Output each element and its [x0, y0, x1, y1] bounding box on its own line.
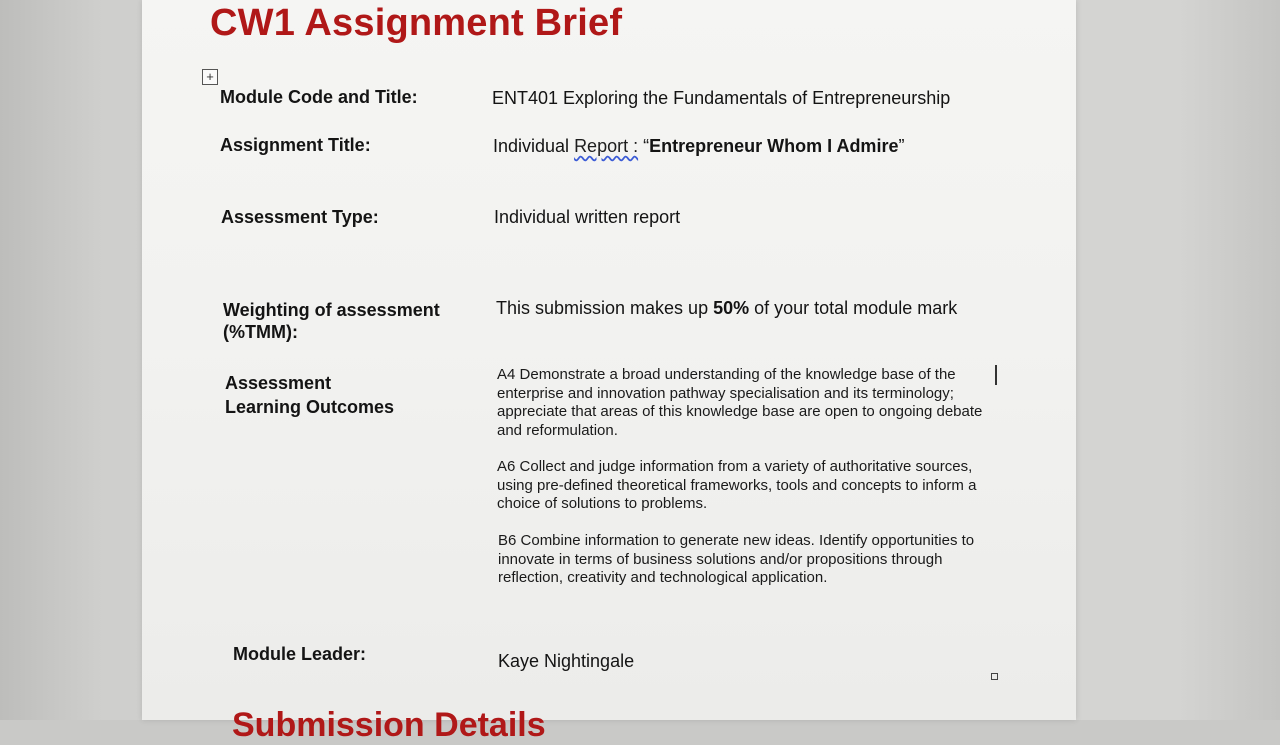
- submission-details-heading: Submission Details: [232, 706, 546, 744]
- weighting-prefix: This submission makes up: [496, 298, 714, 318]
- assignment-title-bold: Entrepreneur Whom I Admire: [649, 136, 899, 156]
- assessment-type-value: Individual written report: [494, 207, 681, 227]
- learning-outcomes-label-line1: Assessment: [225, 373, 332, 393]
- learning-outcome-a6: A6 Collect and judge information from a variety of authoritative sources, using pre-defined theoretical frameworks, tools and concepts to inform a choice of solutions to problems.: [497, 458, 977, 512]
- learning-outcomes-label: [225, 371, 394, 419]
- document-page[interactable]: [142, 0, 1076, 744]
- weighting-label-line2: (%TMM):: [223, 322, 298, 342]
- assignment-title-value: [493, 135, 904, 157]
- learning-outcome-b6: B6 Combine information to generate new ideas. Identify opportunities to innovate in terms of business solutions and/or propositions through reflection, creativity and technological application.: [498, 532, 975, 586]
- learning-outcomes-label-line2: Learning Outcomes: [225, 397, 395, 417]
- document-title: CW1 Assignment Brief: [210, 2, 623, 44]
- weighting-value: [496, 297, 957, 319]
- assessment-type-label: Assessment Type:: [221, 207, 379, 227]
- weighting-suffix: of your total module mark: [749, 298, 958, 318]
- module-code-label: Module Code and Title:: [220, 87, 418, 107]
- text-cursor: [995, 365, 997, 385]
- weighting-label: [223, 299, 440, 343]
- weighting-percent: 50%: [713, 298, 750, 318]
- module-code-value: ENT401 Exploring the Fundamentals of Entrepreneurship: [492, 88, 951, 108]
- end-of-cell-mark: [991, 673, 998, 680]
- table-move-handle-icon[interactable]: +: [202, 69, 218, 85]
- assignment-title-report-link[interactable]: Report :: [574, 136, 639, 156]
- weighting-label-line1: Weighting of assessment: [223, 300, 440, 320]
- assignment-title-label: Assignment Title:: [220, 135, 371, 155]
- module-leader-label: Module Leader:: [233, 644, 367, 664]
- assignment-title-quote-open: “: [638, 136, 650, 156]
- module-leader-value: Kaye Nightingale: [498, 651, 635, 671]
- learning-outcome-a4: A4 Demonstrate a broad understanding of the knowledge base of the enterprise and innovation pathway specialisation and its terminology; appreciate that areas of this knowledge base are open to ongoing debate and reformulation.: [497, 366, 983, 439]
- assignment-title-quote-close: ”: [898, 136, 905, 156]
- assignment-title-prefix: Individual: [493, 136, 575, 156]
